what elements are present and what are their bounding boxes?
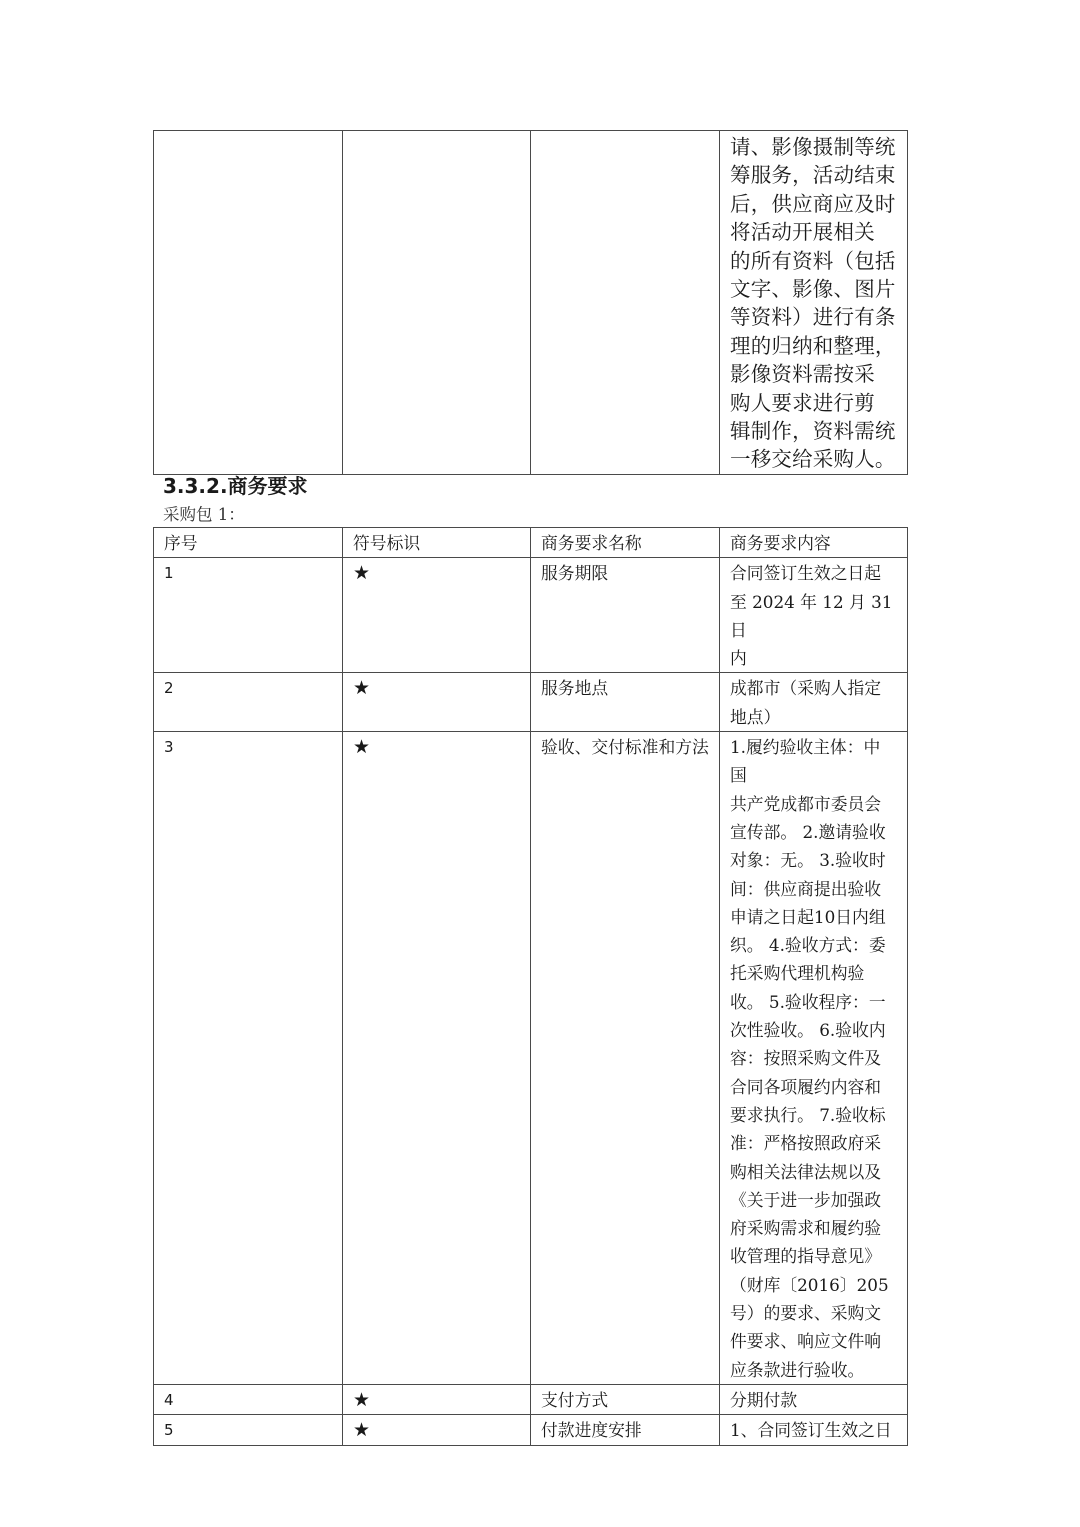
requirement-content: 1、合同签订生效之日 xyxy=(720,1415,908,1445)
requirement-content: 合同签订生效之日起 至 2024 年 12 月 31 日 内 xyxy=(720,558,908,673)
continued-table xyxy=(153,130,908,475)
requirement-content: 1.履约验收主体：中国 共产党成都市委员会 宣传部。 2.邀请验收 对象：无。 3.验收时 间：供应商提出验收 申请之日起10日内组 织。 4.验收方式：委 托采购代理机构验 收。 5.验收程序：一 次性验收。 6.验收内 容：按照采购文件及 合同各项履约内容和 要求执行。 7.验收标 准：严格按照政府采 购相关法律法规以及 《关于进一步加强政 府采购需求和履约验 收管理的指导意见》 （财库〔2016〕205 号）的要求、采购文 件要求、响应文件响 应条款进行验收。 xyxy=(720,732,908,1385)
table-row xyxy=(154,673,908,732)
row-no: 3 xyxy=(154,732,343,1385)
section-heading: 3.3.2.商务要求 xyxy=(163,474,308,498)
star-mark: ★ xyxy=(343,1384,531,1414)
requirement-name: 支付方式 xyxy=(531,1384,720,1414)
continued-cell-3 xyxy=(531,131,720,475)
continued-content-text: 请、影像摄制等统 筹服务，活动结束 后，供应商应及时 将活动开展相关 的所有资料（包括 文字、影像、图片 等资料）进行有条 理的归纳和整理， 影像资料需按采 购人要求进行剪 辑制作，资料需统 一移交给采购人。 xyxy=(730,135,896,472)
row-no: 5 xyxy=(154,1415,343,1445)
star-mark: ★ xyxy=(343,1415,531,1445)
continued-table-row xyxy=(154,131,908,475)
table-row xyxy=(154,1415,908,1445)
star-mark: ★ xyxy=(343,558,531,673)
requirement-name: 付款进度安排 xyxy=(531,1415,720,1445)
row-no: 1 xyxy=(154,558,343,673)
business-requirements-table xyxy=(153,527,908,1446)
star-mark: ★ xyxy=(343,673,531,732)
requirement-name: 服务地点 xyxy=(531,673,720,732)
continued-cell-2 xyxy=(343,131,531,475)
row-no: 2 xyxy=(154,673,343,732)
table-row xyxy=(154,732,908,1385)
header-content: 商务要求内容 xyxy=(720,528,908,558)
row-no: 4 xyxy=(154,1384,343,1414)
table-row xyxy=(154,558,908,673)
package-label: 采购包 1： xyxy=(163,505,245,524)
header-no: 序号 xyxy=(154,528,343,558)
table-header-row xyxy=(154,528,908,558)
requirement-name: 验收、交付标准和方法 xyxy=(531,732,720,1385)
star-mark: ★ xyxy=(343,732,531,1385)
continued-cell-4 xyxy=(720,131,908,475)
header-name: 商务要求名称 xyxy=(531,528,720,558)
requirement-content: 成都市（采购人指定 地点） xyxy=(720,673,908,732)
requirement-content: 分期付款 xyxy=(720,1384,908,1414)
continued-cell-1 xyxy=(154,131,343,475)
table-row xyxy=(154,1384,908,1414)
requirement-name: 服务期限 xyxy=(531,558,720,673)
header-mark: 符号标识 xyxy=(343,528,531,558)
